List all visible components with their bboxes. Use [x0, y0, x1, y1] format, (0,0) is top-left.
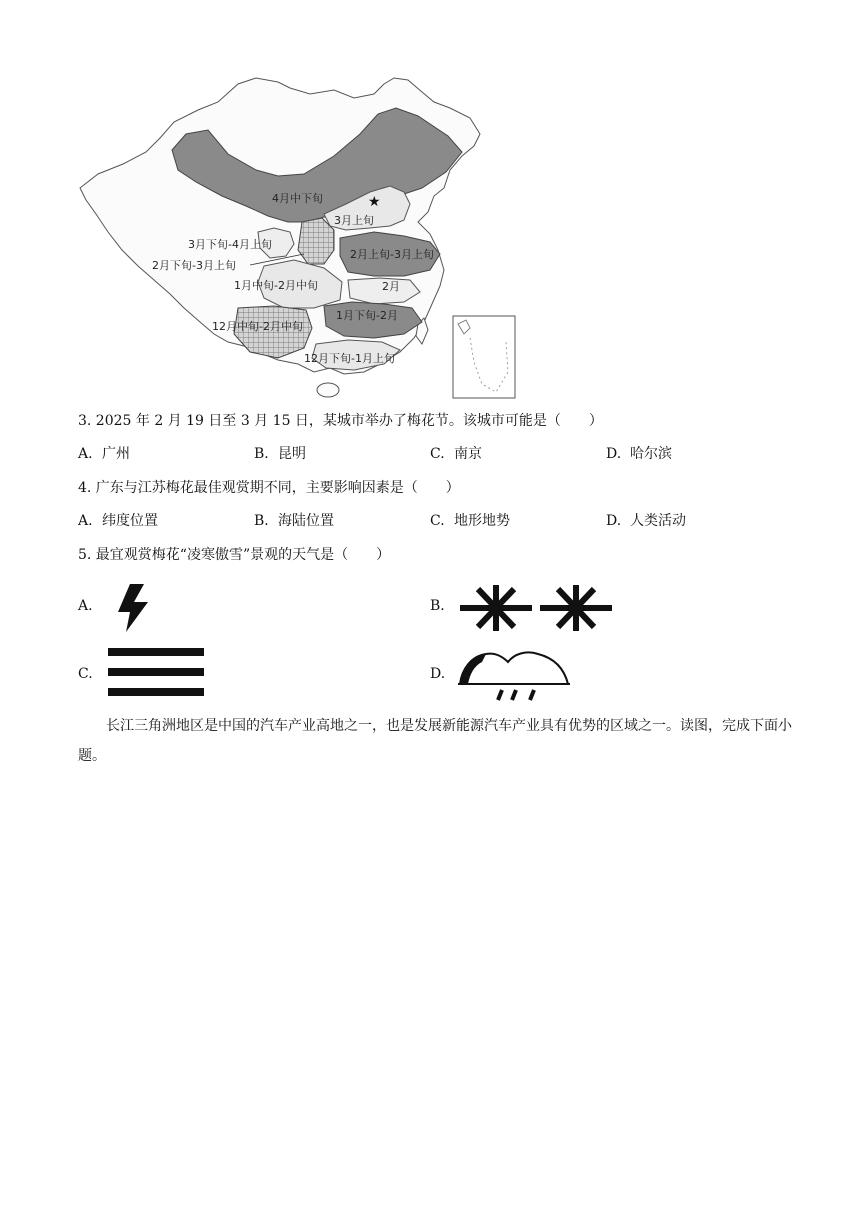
option-text: 海陆位置 [278, 513, 334, 529]
option-letter: A. [78, 446, 93, 462]
q3-option-a[interactable] [78, 444, 130, 464]
option-text: 纬度位置 [102, 513, 158, 529]
question-5-stem: 5. 最宜观赏梅花“凌寒傲雪”景观的天气是（ ） [78, 547, 391, 563]
fog-icon[interactable] [108, 646, 206, 700]
option-text: 人类活动 [630, 513, 686, 529]
option-text: 地形地势 [454, 513, 510, 529]
q3-option-b[interactable] [254, 444, 306, 464]
label-feb-early-mar-early: 2月上旬-3月上旬 [350, 248, 434, 261]
q4-option-c[interactable] [430, 511, 510, 531]
q5-option-a-letter[interactable]: A. [78, 598, 93, 614]
option-letter: B. [254, 513, 269, 529]
snowflake-icon[interactable] [458, 583, 614, 633]
label-apr-mid-late: 4月中下旬 [272, 192, 323, 205]
q5-option-b-letter[interactable]: B. [430, 598, 445, 614]
option-letter: A. [78, 513, 93, 529]
question-4-stem: 4. 广东与江苏梅花最佳观赏期不同，主要影响因素是（ ） [78, 480, 460, 496]
south-china-sea-inset [453, 316, 515, 398]
label-feb: 2月 [382, 280, 400, 293]
question-3-stem: 3. 2025 年 2 月 19 日至 3 月 15 日，某城市举办了梅花节。该城市可能是（ ） [78, 413, 603, 429]
label-dec-mid-feb-mid: 12月中旬-2月中旬 [212, 320, 303, 333]
q5-option-c-letter[interactable]: C. [78, 666, 93, 682]
label-feb-late-mar-early: 2月下旬-3月上旬 [152, 259, 236, 272]
label-jan-mid-feb-mid: 1月中旬-2月中旬 [234, 279, 318, 292]
option-letter: D. [606, 446, 622, 462]
q3-option-c[interactable] [430, 444, 482, 464]
q4-option-a[interactable] [78, 511, 158, 531]
label-jan-late-feb: 1月下旬-2月 [336, 309, 398, 322]
option-text: 哈尔滨 [630, 446, 672, 462]
q5-option-d-letter[interactable]: D. [430, 666, 446, 682]
reading-passage: 长江三角洲地区是中国的汽车产业高地之一，也是发展新能源汽车产业具有优势的区域之一。读图，完成下面小题。 [78, 718, 792, 764]
label-mar-late-apr-early: 3月下旬-4月上旬 [188, 238, 272, 251]
q3-option-d[interactable] [606, 444, 672, 464]
q4-option-d[interactable] [606, 511, 686, 531]
option-letter: B. [254, 446, 269, 462]
q4-option-b[interactable] [254, 511, 334, 531]
plum-blossom-viewing-period-map [78, 72, 528, 402]
label-dec-late-jan-early: 12月下旬-1月上旬 [304, 352, 395, 365]
label-mar-early: 3月上旬 [334, 214, 374, 227]
capital-star-icon: ★ [368, 194, 381, 210]
cloud-rain-icon[interactable] [456, 648, 572, 702]
lightning-icon[interactable] [108, 582, 156, 634]
option-text: 广州 [102, 446, 130, 462]
region-feb-late-mar-early [298, 218, 334, 264]
option-text: 南京 [454, 446, 482, 462]
option-letter: C. [430, 513, 445, 529]
option-text: 昆明 [278, 446, 306, 462]
option-letter: D. [606, 513, 622, 529]
option-letter: C. [430, 446, 445, 462]
